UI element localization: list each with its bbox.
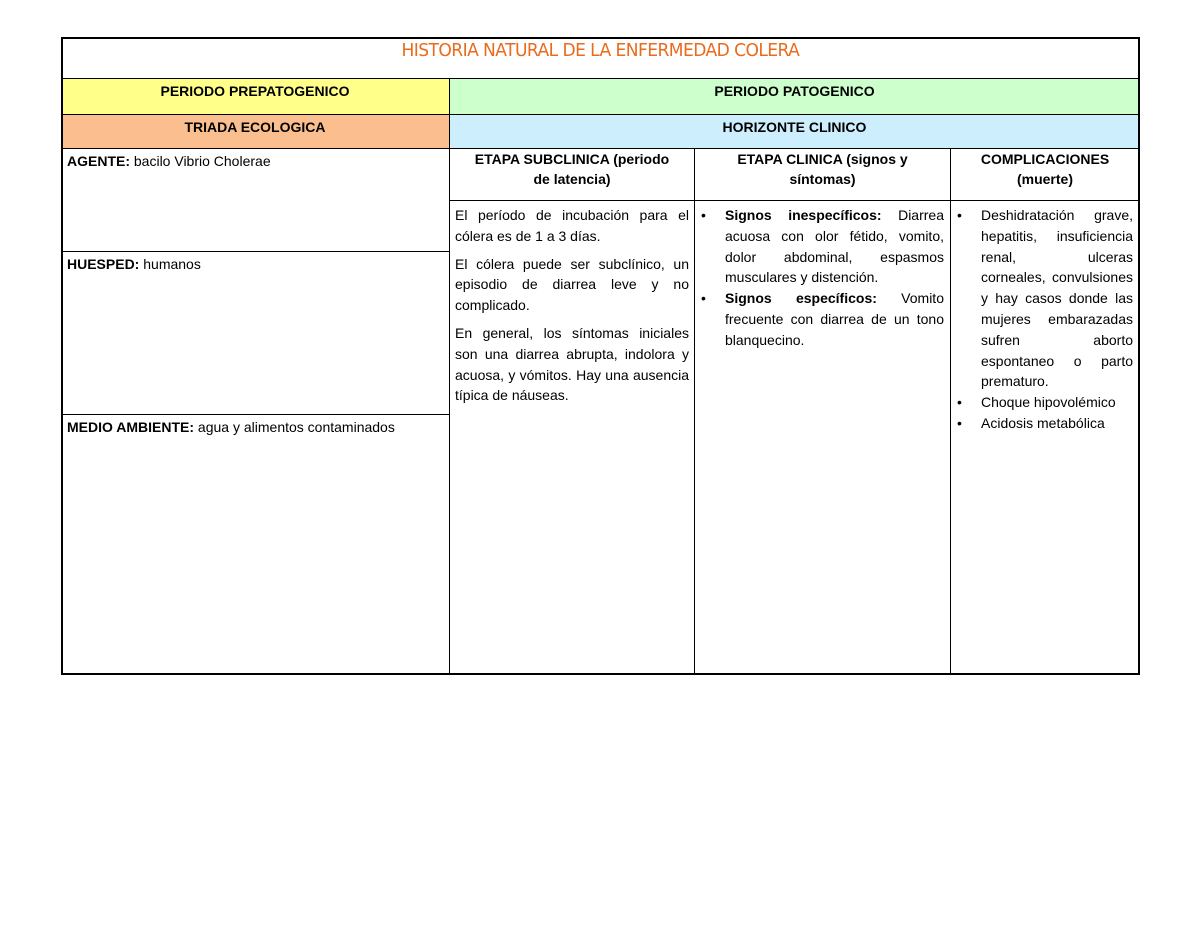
clinica-item-2-label: Signos específicos:: [725, 290, 877, 307]
header-periodo-patogenico: [450, 79, 1140, 115]
col-header-complicaciones: [951, 149, 1140, 201]
complicaciones-item-3-text: Acidosis metabólica: [981, 414, 1105, 431]
subclinica-paragraph-2: El cólera puede ser subclínico, un episodio de diarrea leve y no complicado.: [455, 255, 689, 314]
col-header-clinica-label: ETAPA CLINICA (signos y síntomas): [737, 151, 908, 187]
header-triada-ecologica: [61, 115, 450, 149]
cell-agente: [61, 149, 450, 252]
title-cell: [61, 37, 1140, 79]
col-body-clinica: [695, 201, 951, 675]
bullet-icon: •: [957, 207, 962, 223]
header-horizonte-clinico-label: HORIZONTE CLINICO: [722, 119, 867, 135]
document-table: [61, 37, 1140, 675]
header-periodo-prepatogenico-label: PERIODO PREPATOGENICO: [160, 83, 350, 99]
bullet-icon: •: [701, 290, 706, 307]
complicaciones-item-1: [951, 205, 1133, 392]
subclinica-paragraph-3: En general, los síntomas iniciales son una diarrea abrupta, indolora y acuosa, y vómitos. Hay una ausencia típica de náuseas.: [455, 324, 689, 404]
medio-ambiente-value: agua y alimentos contaminados: [194, 419, 395, 435]
page-title: HISTORIA NATURAL DE LA ENFERMEDAD COLERA: [401, 40, 799, 61]
complicaciones-item-2-text: Choque hipovolémico: [981, 394, 1116, 411]
huesped-label: HUESPED:: [67, 256, 140, 272]
clinica-item-2-text: Vomito frecuente con diarrea de un tono blanquecino.: [725, 290, 944, 348]
huesped-value: humanos: [139, 256, 201, 272]
subclinica-paragraph-1: El período de incubación para el cólera es de 1 a 3 días.: [455, 207, 689, 244]
bullet-icon: •: [957, 394, 962, 411]
cell-huesped: [61, 252, 450, 415]
bullet-icon: •: [957, 414, 962, 431]
complicaciones-item-2: [951, 392, 1133, 413]
agente-value: bacilo Vibrio Cholerae: [130, 153, 271, 169]
clinica-item-1-label: Signos inespecíficos:: [725, 207, 882, 223]
header-periodo-prepatogenico: [61, 79, 450, 115]
col-header-subclinica: [450, 149, 695, 201]
complicaciones-item-1-text: Deshidratación grave, hepatitis, insuficiencia renal, ulceras corneales, convulsiones y hay casos donde las mujeres embarazadas sufren aborto espontaneo o parto prematuro.: [981, 207, 1133, 390]
complicaciones-item-3: [951, 413, 1133, 434]
clinica-list: [695, 205, 944, 351]
agente-label: AGENTE:: [67, 153, 130, 169]
complicaciones-list: [951, 205, 1133, 434]
col-header-clinica: [695, 149, 951, 201]
col-body-complicaciones: [951, 201, 1140, 675]
col-body-subclinica: [450, 201, 695, 675]
bullet-icon: •: [701, 207, 706, 223]
clinica-item-2: [695, 288, 944, 350]
header-periodo-patogenico-label: PERIODO PATOGENICO: [714, 83, 875, 99]
medio-ambiente-label: MEDIO AMBIENTE:: [67, 419, 195, 435]
clinica-item-1: [695, 205, 944, 288]
col-header-complicaciones-label: COMPLICACIONES (muerte): [980, 151, 1110, 187]
cell-medio-ambiente: [61, 415, 450, 675]
clinica-item-1-text: Diarrea acuosa con olor fétido, vomito, dolor abdominal, espasmos musculares y distención.: [725, 207, 944, 286]
header-triada-ecologica-label: TRIADA ECOLOGICA: [184, 119, 326, 135]
col-header-subclinica-label: ETAPA SUBCLINICA (periodo de latencia): [474, 151, 670, 187]
header-horizonte-clinico: [450, 115, 1140, 149]
